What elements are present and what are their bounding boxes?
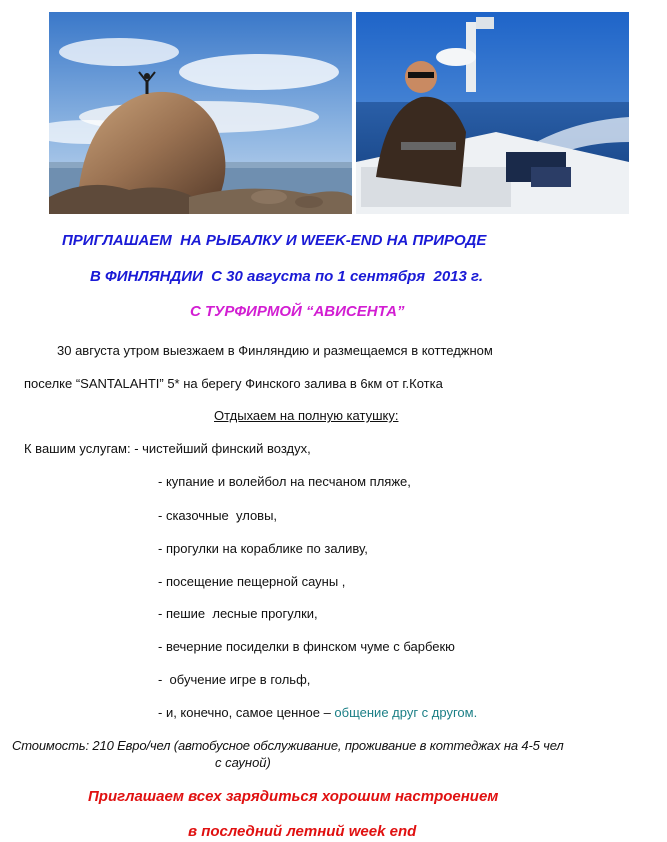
- service-item-highlight: общение друг с другом.: [334, 705, 478, 720]
- service-item: - купание и волейбол на песчаном пляже,: [158, 474, 411, 489]
- service-item: - обучение игре в гольф,: [158, 672, 311, 687]
- heading-line-1: ПРИГЛАШАЕМ НА РЫБАЛКУ И WEEK-END НА ПРИРОДЕ: [62, 232, 487, 249]
- photo-man-on-boat: [356, 12, 629, 214]
- service-item-last-prefix: - и, конечно, самое ценное –: [158, 705, 335, 720]
- service-item: - пешие лесные прогулки,: [158, 606, 318, 621]
- service-item: - вечерние посиделки в финском чуме с барбекю: [158, 639, 455, 654]
- closing-line-2: в последний летний week end: [188, 823, 417, 840]
- heading-line-2: В ФИНЛЯНДИИ С 30 августа по 1 сентября 2013 г.: [90, 268, 483, 285]
- services-lead: К вашим услугам: - чистейший финский воздух,: [24, 441, 311, 456]
- company-name: С ТУРФИРМОЙ “АВИСЕНТА”: [190, 303, 405, 320]
- photo-rock-by-sea: [49, 12, 352, 214]
- intro-line-2: поселке “SANTALAHTI” 5* на берегу Финского залива в 6км от г.Котка: [24, 376, 443, 391]
- service-item: - посещение пещерной сауны ,: [158, 574, 346, 589]
- service-item: - прогулки на кораблике по заливу,: [158, 541, 368, 556]
- closing-line-1: Приглашаем всех зарядиться хорошим настроением: [88, 788, 499, 805]
- service-item: - сказочные уловы,: [158, 508, 278, 523]
- price-line-2: с сауной): [215, 755, 271, 770]
- price-line-1: Стоимость: 210 Евро/чел (автобусное обслуживание, проживание в коттеджах на 4-5 чел: [12, 738, 564, 753]
- service-item-last: [158, 705, 477, 720]
- rest-heading: Отдыхаем на полную катушку:: [214, 408, 399, 423]
- intro-line-1: 30 августа утром выезжаем в Финляндию и размещаемся в коттеджном: [57, 343, 493, 358]
